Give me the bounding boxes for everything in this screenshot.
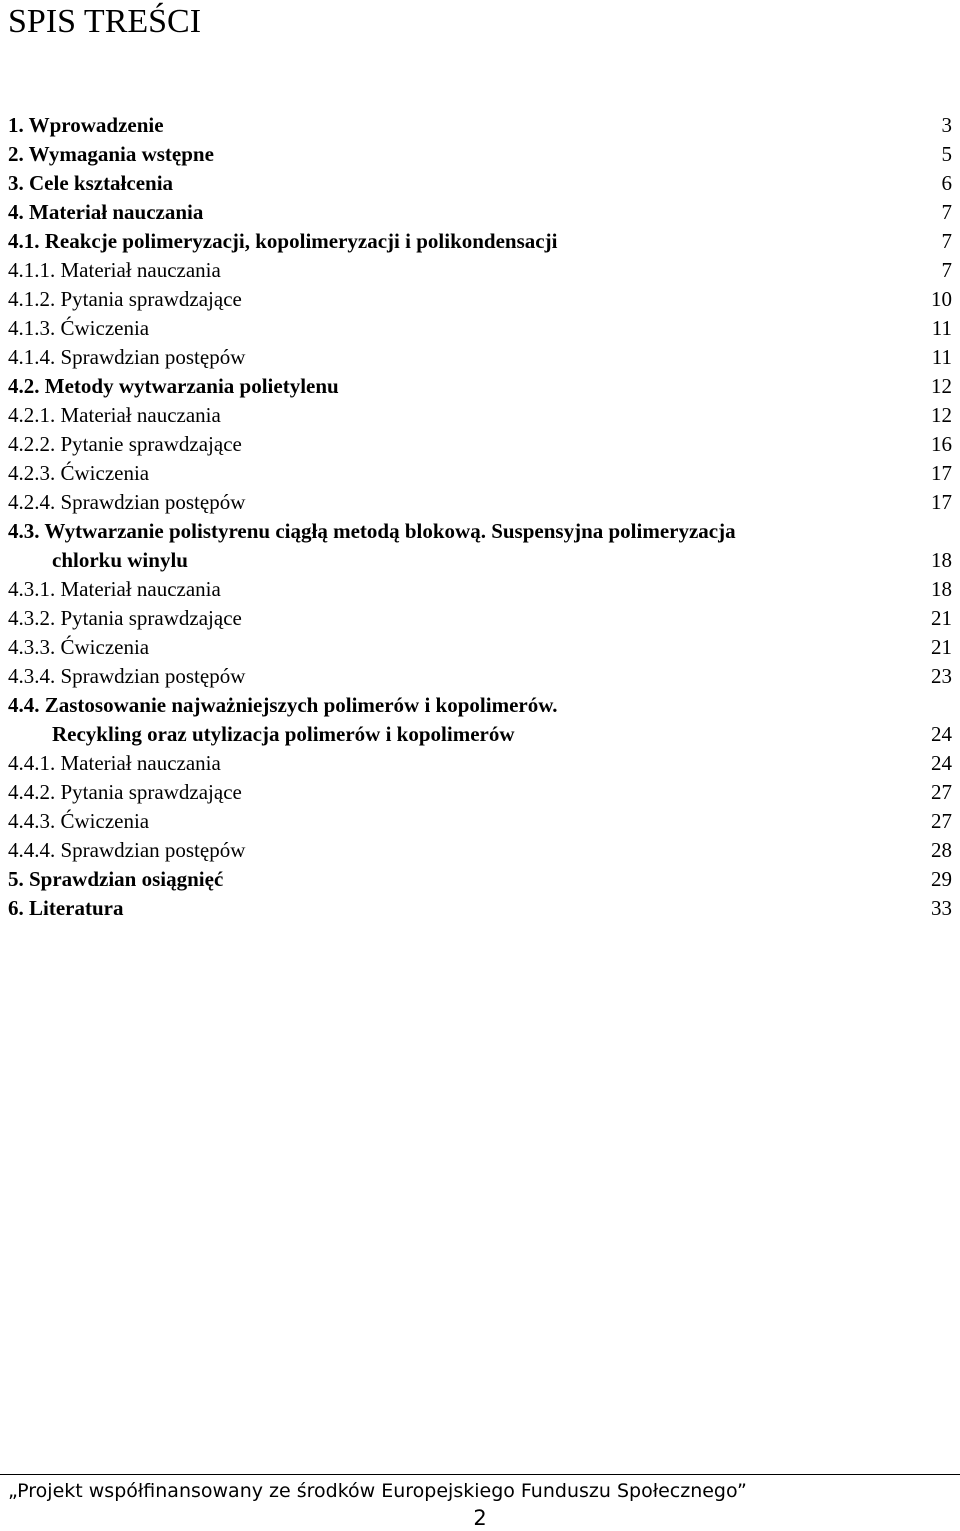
toc-entry-page-number: 29	[931, 867, 952, 891]
toc-entry[interactable]	[0, 575, 960, 604]
toc-entry[interactable]	[0, 430, 960, 459]
toc-entry[interactable]	[0, 401, 960, 430]
toc-entry[interactable]	[0, 662, 960, 691]
toc-entry-label: 4.2.2. Pytanie sprawdzające	[8, 432, 242, 456]
toc-entry[interactable]	[0, 169, 960, 198]
toc-entry-page-number: 7	[941, 258, 952, 282]
table-of-contents	[0, 111, 960, 923]
footer-divider	[0, 1474, 960, 1475]
toc-entry-page-number: 24	[931, 722, 952, 746]
toc-entry-page-number: 18	[931, 548, 952, 572]
toc-entry-label: 4.1. Reakcje polimeryzacji, kopolimeryzacji i polikondensacji	[8, 229, 558, 253]
toc-entry-page-number: 12	[931, 374, 952, 398]
toc-entry-page-number: 23	[931, 664, 952, 688]
toc-entry[interactable]	[0, 256, 960, 285]
toc-entry[interactable]	[0, 343, 960, 372]
toc-entry-label: 4.1.4. Sprawdzian postępów	[8, 345, 246, 369]
toc-entry-page-number: 17	[931, 490, 952, 514]
toc-entry-label: 4.3.3. Ćwiczenia	[8, 635, 150, 659]
toc-entry-label: 4.1.1. Materiał nauczania	[8, 258, 221, 282]
toc-entry-page-number: 6	[941, 171, 952, 195]
toc-entry-page-number: 21	[931, 635, 952, 659]
toc-entry[interactable]	[0, 604, 960, 633]
toc-entry-label: 4.3.2. Pytania sprawdzające	[8, 606, 242, 630]
toc-entry[interactable]	[0, 285, 960, 314]
toc-entry-label-continuation: chlorku winylu	[52, 548, 188, 572]
toc-entry[interactable]	[0, 807, 960, 836]
toc-entry-page-number: 10	[931, 287, 952, 311]
toc-entry-label: 4.4.4. Sprawdzian postępów	[8, 838, 246, 862]
toc-entry[interactable]	[0, 749, 960, 778]
toc-entry-label: 4.3.1. Materiał nauczania	[8, 577, 221, 601]
toc-entry-label: 4.3.4. Sprawdzian postępów	[8, 664, 246, 688]
toc-entry[interactable]	[0, 691, 960, 749]
toc-entry-page-number: 11	[931, 316, 952, 340]
toc-entry-label: 4.2.3. Ćwiczenia	[8, 461, 150, 485]
toc-entry-label: 1. Wprowadzenie	[8, 113, 164, 137]
toc-entry-label: 4.4. Zastosowanie najważniejszych polimerów i kopolimerów.	[8, 693, 558, 717]
toc-entry[interactable]	[0, 894, 960, 923]
toc-entry-page-number: 17	[931, 461, 952, 485]
toc-entry-label: 4.4.1. Materiał nauczania	[8, 751, 221, 775]
toc-entry-page-number: 27	[931, 780, 952, 804]
toc-entry[interactable]	[0, 459, 960, 488]
toc-entry-label: 4.2. Metody wytwarzania polietylenu	[8, 374, 339, 398]
toc-entry[interactable]	[0, 488, 960, 517]
toc-entry-page-number: 7	[941, 200, 952, 224]
toc-entry-page-number: 21	[931, 606, 952, 630]
toc-entry[interactable]	[0, 836, 960, 865]
toc-entry[interactable]	[0, 198, 960, 227]
toc-entry-label: 3. Cele kształcenia	[8, 171, 174, 195]
toc-entry-label: 4. Materiał nauczania	[8, 200, 204, 224]
toc-entry-label: 4.4.3. Ćwiczenia	[8, 809, 150, 833]
toc-entry-page-number: 27	[931, 809, 952, 833]
toc-entry-label: 4.1.2. Pytania sprawdzające	[8, 287, 242, 311]
toc-entry[interactable]	[0, 314, 960, 343]
toc-entry-page-number: 28	[931, 838, 952, 862]
toc-entry-label: 4.1.3. Ćwiczenia	[8, 316, 150, 340]
toc-entry[interactable]	[0, 633, 960, 662]
toc-entry-page-number: 16	[931, 432, 952, 456]
toc-entry-label: 4.2.1. Materiał nauczania	[8, 403, 221, 427]
toc-entry[interactable]	[0, 140, 960, 169]
toc-entry-page-number: 24	[931, 751, 952, 775]
toc-entry-page-number: 11	[931, 345, 952, 369]
toc-entry-label: 4.3. Wytwarzanie polistyrenu ciągłą metodą blokową. Suspensyjna polimeryzacja	[8, 519, 736, 543]
toc-entry-page-number: 33	[931, 896, 952, 920]
page-number: 2	[473, 1506, 487, 1530]
toc-entry-page-number: 3	[941, 113, 952, 137]
toc-entry-label: 4.2.4. Sprawdzian postępów	[8, 490, 246, 514]
toc-entry-label: 2. Wymagania wstępne	[8, 142, 214, 166]
toc-entry[interactable]	[0, 865, 960, 894]
toc-entry[interactable]	[0, 372, 960, 401]
toc-entry-label-continuation: Recykling oraz utylizacja polimerów i kopolimerów	[52, 722, 515, 746]
toc-entry-page-number: 18	[931, 577, 952, 601]
toc-entry-page-number: 7	[941, 229, 952, 253]
toc-entry[interactable]	[0, 227, 960, 256]
toc-entry[interactable]	[0, 517, 960, 575]
toc-entry[interactable]	[0, 111, 960, 140]
page-title: SPIS TREŚCI	[8, 3, 202, 40]
toc-entry-label: 6. Literatura	[8, 896, 124, 920]
toc-entry-page-number: 12	[931, 403, 952, 427]
toc-entry[interactable]	[0, 778, 960, 807]
toc-entry-label: 4.4.2. Pytania sprawdzające	[8, 780, 242, 804]
footer-funding-note: „Projekt współfinansowany ze środków Europejskiego Funduszu Społecznego”	[8, 1480, 747, 1502]
toc-entry-page-number: 5	[941, 142, 952, 166]
toc-entry-label: 5. Sprawdzian osiągnięć	[8, 867, 224, 891]
